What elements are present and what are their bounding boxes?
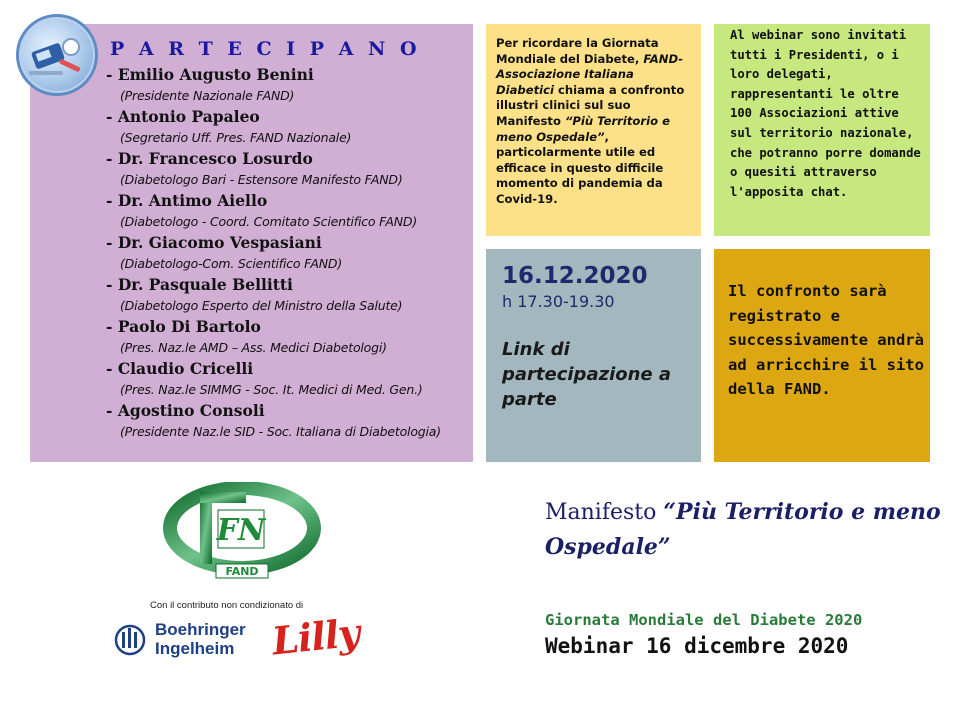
participant-role: (Presidente Nazionale FAND) [120,88,295,103]
manifesto-prefix: Manifesto [545,500,664,525]
event-hours: h 17.30-19.30 [502,292,615,311]
participant-name: - Dr. Pasquale Bellitti [106,275,293,294]
participant-item [106,148,473,190]
recording-note-text: Il confronto sarà registrato e successivamente andrà ad arricchire il sito della FAND. [728,282,924,398]
participant-role: (Diabetologo - Coord. Comitato Scientifico FAND) [120,214,418,229]
fand-logo [160,482,325,582]
participant-item [106,190,473,232]
intro-text-part: chiama a confronto illustri clinici sul suo Manifesto [496,82,685,128]
participant-role: (Segretario Uff. Pres. FAND Nazionale) [120,130,352,145]
participant-name: - Dr. Giacomo Vespasiani [106,233,322,252]
lilly-logo: Lilly [269,609,362,664]
boehringer-line2: Ingelheim [155,639,235,658]
participant-name: - Paolo Di Bartolo [106,317,261,336]
invitation-text-box [714,24,930,236]
glucometer-icon [19,17,95,93]
participant-role: (Diabetologo-Com. Scientifico FAND) [120,256,343,271]
intro-text-manifesto: “Più Territorio e meno Ospedale” [496,113,670,144]
participant-name: - Dr. Francesco Losurdo [106,149,313,168]
fand-label: FAND [225,565,259,578]
participant-name: - Claudio Cricelli [106,359,254,378]
participation-link-note: Link di partecipazione a parte [502,339,672,410]
webinar-date: Webinar 16 dicembre 2020 [545,634,849,658]
participant-item [106,64,473,106]
date-box [486,249,701,462]
participant-item [106,274,473,316]
participant-item [106,316,473,358]
boehringer-building-icon [112,618,152,664]
participant-name: - Emilio Augusto Benini [106,65,314,84]
intro-text-part: , particolarmente utile ed efficace in questo difficile momento di pandemia da Covid-19. [496,129,664,206]
sponsor-note: Con il contributo non condizionato di [150,600,304,611]
participant-name: - Antonio Papaleo [106,107,260,126]
participants-heading: P A R T E C I P A N O [110,38,421,60]
participant-role: (Presidente Naz.le SID - Soc. Italiana di Diabetologia) [120,424,441,439]
fand-mark-letters: FN [216,513,266,548]
recording-note-box [714,249,930,462]
invitation-text: Al webinar sono invitati tutti i Presidenti, o i loro delegati, rappresentanti le oltre 100 Associazioni attive sul territorio nazionale, che potranno porre domande o quesiti attraverso l'apposita chat. [730,28,921,199]
intro-text-box [486,24,701,236]
event-date: 16.12.2020 [502,263,648,289]
boehringer-wordmark [155,620,246,658]
participant-role: (Diabetologo Bari - Estensore Manifesto FAND) [120,172,403,187]
diabetes-photo-icon [16,14,98,96]
participant-item [106,232,473,274]
participant-role: (Pres. Naz.le AMD – Ass. Medici Diabetologi) [120,340,387,355]
participants-list [106,64,473,442]
participant-name: - Agostino Consoli [106,401,265,420]
participants-panel [30,24,473,462]
intro-text-association: FAND-Associazione Italiana Diabetici [496,51,684,97]
manifesto-title [545,495,945,565]
participant-role: (Pres. Naz.le SIMMG - Soc. It. Medici di Med. Gen.) [120,382,423,397]
participant-role: (Diabetologo Esperto del Ministro della Salute) [120,298,403,313]
fand-logo-icon [160,482,325,582]
participant-item [106,106,473,148]
intro-text-part: Per ricordare la Giornata Mondiale del Diabete, [496,36,659,66]
event-name: Giornata Mondiale del Diabete 2020 [545,611,863,629]
manifesto-name: “Più Territorio e meno Ospedale” [545,499,941,560]
boehringer-line1: Boehringer [155,620,246,639]
participant-item [106,400,473,442]
participant-name: - Dr. Antimo Aiello [106,191,268,210]
participant-item [106,358,473,400]
